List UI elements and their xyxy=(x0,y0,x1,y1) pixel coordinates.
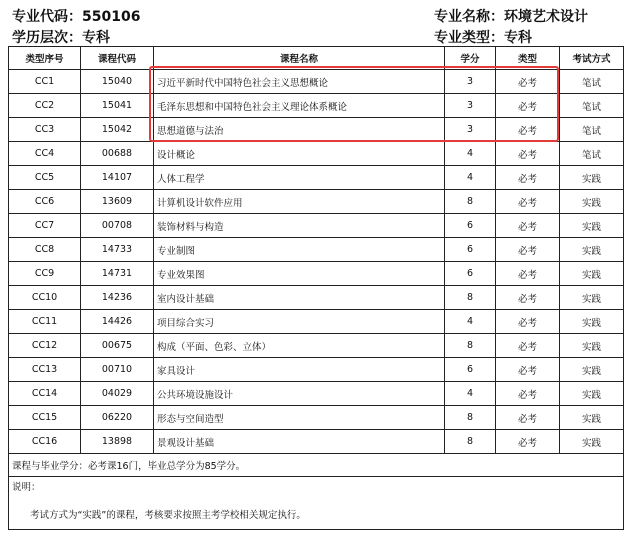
level-line xyxy=(12,27,110,47)
cell-type: 必考 xyxy=(496,190,560,214)
cell-code: 13609 xyxy=(81,190,154,214)
cell-credit: 6 xyxy=(445,262,496,286)
cell-type: 必考 xyxy=(496,406,560,430)
cell-credit: 4 xyxy=(445,310,496,334)
col-header-credit: 学分 xyxy=(445,47,496,70)
description-title: 说明： xyxy=(12,482,41,493)
cell-code: 15042 xyxy=(81,118,154,142)
table-header-row xyxy=(9,47,624,70)
cell-credit: 8 xyxy=(445,406,496,430)
cell-seq: CC12 xyxy=(9,334,81,358)
cell-credit: 4 xyxy=(445,382,496,406)
cell-seq: CC11 xyxy=(9,310,81,334)
cell-exam: 实践 xyxy=(560,382,624,406)
col-header-code: 课程代码 xyxy=(81,47,154,70)
course-table xyxy=(8,46,624,530)
cell-seq: CC5 xyxy=(9,166,81,190)
cell-credit: 4 xyxy=(445,142,496,166)
cell-name: 公共环境设施设计 xyxy=(154,382,445,406)
cell-name: 家具设计 xyxy=(154,358,445,382)
cell-exam: 笔试 xyxy=(560,118,624,142)
cell-credit: 6 xyxy=(445,214,496,238)
cell-type: 必考 xyxy=(496,118,560,142)
table-row xyxy=(9,334,624,358)
cell-type: 必考 xyxy=(496,70,560,94)
cell-seq: CC10 xyxy=(9,286,81,310)
major-name-value: 环境艺术设计 xyxy=(504,9,588,25)
cell-code: 00708 xyxy=(81,214,154,238)
col-header-exam: 考试方式 xyxy=(560,47,624,70)
cell-name: 形态与空间造型 xyxy=(154,406,445,430)
cell-exam: 实践 xyxy=(560,286,624,310)
cell-name: 构成（平面、色彩、立体） xyxy=(154,334,445,358)
table-row xyxy=(9,166,624,190)
cell-exam: 笔试 xyxy=(560,94,624,118)
col-header-type: 类型 xyxy=(496,47,560,70)
cell-type: 必考 xyxy=(496,286,560,310)
major-code-value: 550106 xyxy=(82,9,141,25)
table-row xyxy=(9,142,624,166)
cell-seq: CC4 xyxy=(9,142,81,166)
cell-exam: 实践 xyxy=(560,190,624,214)
cell-seq: CC15 xyxy=(9,406,81,430)
table-row xyxy=(9,310,624,334)
cell-code: 14107 xyxy=(81,166,154,190)
cell-type: 必考 xyxy=(496,214,560,238)
table-row xyxy=(9,190,624,214)
table-row xyxy=(9,262,624,286)
cell-seq: CC9 xyxy=(9,262,81,286)
cell-seq: CC8 xyxy=(9,238,81,262)
table-row xyxy=(9,118,624,142)
cell-code: 04029 xyxy=(81,382,154,406)
major-code-label: 专业代码： xyxy=(12,9,82,25)
cell-name: 室内设计基础 xyxy=(154,286,445,310)
cell-name: 设计概论 xyxy=(154,142,445,166)
level-label: 学历层次： xyxy=(12,30,82,46)
cell-exam: 笔试 xyxy=(560,142,624,166)
cell-name: 毛泽东思想和中国特色社会主义理论体系概论 xyxy=(154,94,445,118)
table-row xyxy=(9,214,624,238)
cell-code: 13898 xyxy=(81,430,154,454)
cell-name: 装饰材料与构造 xyxy=(154,214,445,238)
cell-type: 必考 xyxy=(496,262,560,286)
cell-code: 00688 xyxy=(81,142,154,166)
table-row xyxy=(9,406,624,430)
cell-code: 14236 xyxy=(81,286,154,310)
col-header-seq: 类型序号 xyxy=(9,47,81,70)
cell-seq: CC3 xyxy=(9,118,81,142)
cell-credit: 8 xyxy=(445,334,496,358)
cell-type: 必考 xyxy=(496,334,560,358)
cell-credit: 4 xyxy=(445,166,496,190)
cell-seq: CC7 xyxy=(9,214,81,238)
table-row xyxy=(9,70,624,94)
cell-code: 14731 xyxy=(81,262,154,286)
cell-credit: 8 xyxy=(445,430,496,454)
cell-name: 专业效果图 xyxy=(154,262,445,286)
cell-name: 人体工程学 xyxy=(154,166,445,190)
major-name-line xyxy=(434,6,588,26)
cell-exam: 实践 xyxy=(560,358,624,382)
cell-seq: CC1 xyxy=(9,70,81,94)
major-code-line xyxy=(12,6,140,26)
table-row xyxy=(9,94,624,118)
cell-exam: 实践 xyxy=(560,310,624,334)
cell-type: 必考 xyxy=(496,382,560,406)
cell-name: 习近平新时代中国特色社会主义思想概论 xyxy=(154,70,445,94)
cell-seq: CC16 xyxy=(9,430,81,454)
cell-type: 必考 xyxy=(496,94,560,118)
description-cell xyxy=(9,477,624,530)
cell-type: 必考 xyxy=(496,142,560,166)
cell-type: 必考 xyxy=(496,238,560,262)
cell-seq: CC14 xyxy=(9,382,81,406)
cell-exam: 实践 xyxy=(560,166,624,190)
cell-exam: 实践 xyxy=(560,262,624,286)
cell-code: 15040 xyxy=(81,70,154,94)
cell-name: 项目综合实习 xyxy=(154,310,445,334)
cell-code: 00675 xyxy=(81,334,154,358)
cell-credit: 8 xyxy=(445,190,496,214)
cell-code: 15041 xyxy=(81,94,154,118)
cell-code: 14426 xyxy=(81,310,154,334)
major-type-line xyxy=(434,27,532,47)
cell-seq: CC13 xyxy=(9,358,81,382)
cell-exam: 实践 xyxy=(560,430,624,454)
cell-name: 景观设计基础 xyxy=(154,430,445,454)
course-table-body xyxy=(9,70,624,454)
cell-seq: CC2 xyxy=(9,94,81,118)
cell-exam: 笔试 xyxy=(560,70,624,94)
requirement-row xyxy=(9,454,624,477)
cell-credit: 6 xyxy=(445,238,496,262)
cell-exam: 实践 xyxy=(560,214,624,238)
cell-type: 必考 xyxy=(496,430,560,454)
table-row xyxy=(9,358,624,382)
cell-exam: 实践 xyxy=(560,406,624,430)
table-row xyxy=(9,430,624,454)
cell-credit: 3 xyxy=(445,118,496,142)
cell-credit: 6 xyxy=(445,358,496,382)
cell-name: 专业制图 xyxy=(154,238,445,262)
cell-code: 00710 xyxy=(81,358,154,382)
level-value: 专科 xyxy=(82,30,110,46)
cell-name: 思想道德与法治 xyxy=(154,118,445,142)
major-type-label: 专业类型： xyxy=(434,30,504,46)
requirement-text: 课程与毕业学分：必考课16门，毕业总学分为85学分。 xyxy=(9,454,624,477)
cell-exam: 实践 xyxy=(560,334,624,358)
table-row xyxy=(9,238,624,262)
table-row xyxy=(9,286,624,310)
cell-credit: 3 xyxy=(445,94,496,118)
table-row xyxy=(9,382,624,406)
major-type-value: 专科 xyxy=(504,30,532,46)
major-name-label: 专业名称： xyxy=(434,9,504,25)
cell-credit: 8 xyxy=(445,286,496,310)
cell-seq: CC6 xyxy=(9,190,81,214)
col-header-name: 课程名称 xyxy=(154,47,445,70)
cell-type: 必考 xyxy=(496,358,560,382)
cell-code: 14733 xyxy=(81,238,154,262)
cell-name: 计算机设计软件应用 xyxy=(154,190,445,214)
cell-exam: 实践 xyxy=(560,238,624,262)
cell-type: 必考 xyxy=(496,166,560,190)
cell-type: 必考 xyxy=(496,310,560,334)
cell-credit: 3 xyxy=(445,70,496,94)
cell-code: 06220 xyxy=(81,406,154,430)
description-text: 考试方式为“实践”的课程，考核要求按照主考学校相关规定执行。 xyxy=(30,510,306,521)
description-row xyxy=(9,477,624,530)
